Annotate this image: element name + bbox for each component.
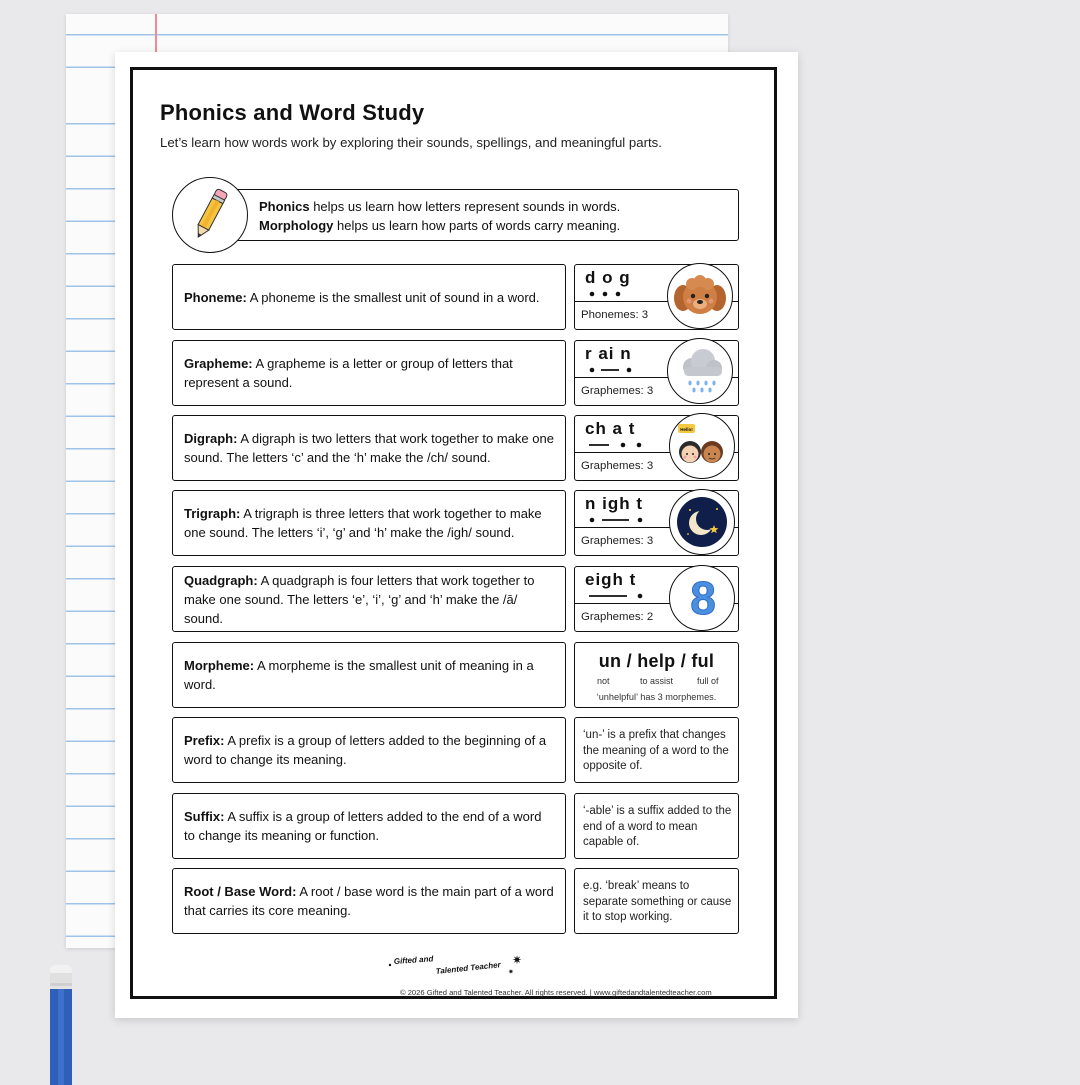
term-box-suffix: [172, 793, 566, 859]
number-eight-icon: [670, 566, 734, 630]
rain-cloud-icon: [668, 339, 732, 403]
chat-bubble-text: Hello!: [680, 427, 693, 432]
number-glyph: 8: [690, 572, 716, 624]
morpheme-meaning: not: [597, 676, 610, 686]
example-box-root-base-word: [574, 868, 739, 934]
example-count: Phonemes: 3: [581, 309, 649, 321]
example-box-prefix: [574, 717, 739, 783]
intro-phonics-term: Phonics: [259, 199, 310, 214]
paper-margin-line: [155, 14, 157, 54]
example-word: n igh t: [585, 494, 643, 513]
dog-face-icon-circle: [667, 263, 733, 329]
pencil-icon-circle: [172, 177, 248, 253]
term-label: Trigraph:: [184, 506, 241, 521]
example-text: ‘-able’ is a suffix added to the end of a word to mean capable of.: [583, 805, 732, 848]
term-definition: A quadgraph is four letters that work together to make one sound. The letters ‘e’, ‘i’, ‘g’ and ‘h’ make the /ā/ sound.: [184, 572, 535, 626]
chatting-kids-icon: [670, 414, 734, 478]
example-word: ch a t: [585, 419, 636, 438]
term-definition: A suffix is a group of letters added to the end of a word to change its meaning or function.: [184, 809, 542, 843]
sound-marks: [587, 516, 677, 524]
example-count: Graphemes: 2: [581, 611, 654, 623]
morpheme-parts: un / help / ful: [598, 651, 715, 671]
sound-marks: [587, 366, 677, 374]
term-box-digraph: [172, 415, 566, 481]
svg-text:✷: ✷: [512, 953, 523, 967]
morpheme-note: ‘unhelpful’ has 3 morphemes.: [596, 692, 717, 702]
term-box-quadgraph: [172, 566, 566, 632]
pencil-icon: [173, 178, 247, 252]
example-text: e.g. ‘break’ means to separate something or cause it to stop working.: [583, 880, 732, 923]
term-label: Root / Base Word:: [184, 884, 297, 899]
term-label: Digraph:: [184, 431, 238, 446]
term-definition: A phoneme is the smallest unit of sound in a word.: [246, 289, 540, 305]
term-definition: A prefix is a group of letters added to the beginning of a word to change its meaning.: [184, 733, 547, 767]
term-definition: A trigraph is three letters that work together to make one sound. The letters ‘i’, ‘g’ and ‘h’ make the /igh/ sound.: [184, 506, 542, 540]
footer-copyright: © 2026 Gifted and Talented Teacher. All rights reserved. | www.giftedandtalentedteacher.com: [400, 988, 712, 997]
brand-line-1: Gifted and: [393, 954, 434, 966]
intro-morphology-line: [259, 216, 738, 235]
chatting-kids-icon-circle: [669, 413, 735, 479]
sound-marks: [587, 441, 677, 449]
intro-phonics-text: helps us learn how letters represent sounds in words.: [309, 199, 621, 214]
example-box-suffix: [574, 793, 739, 859]
term-box-phoneme: [172, 264, 566, 330]
term-box-grapheme: [172, 340, 566, 406]
example-word: eigh t: [585, 570, 637, 589]
intro-phonics-line: [259, 197, 738, 216]
term-definition: A grapheme is a letter or group of letters that represent a sound.: [184, 356, 513, 390]
example-word: d o g: [585, 268, 631, 287]
morpheme-meaning: full of: [697, 676, 719, 686]
moon-night-icon-circle: [669, 489, 735, 555]
sound-dots: [587, 290, 677, 298]
term-definition: A morpheme is the smallest unit of meaning in a word.: [184, 658, 534, 692]
term-box-prefix: [172, 717, 566, 783]
term-box-trigraph: [172, 490, 566, 556]
morpheme-meaning: to assist: [640, 676, 674, 686]
pencil-icon: [49, 965, 73, 1085]
term-label: Morpheme:: [184, 658, 255, 673]
term-label: Prefix:: [184, 733, 225, 748]
page-title: Phonics and Word Study: [160, 100, 425, 125]
intro-morphology-term: Morphology: [259, 218, 334, 233]
term-definition: A root / base word is the main part of a word that carries its core meaning.: [184, 884, 554, 918]
example-word: r ai n: [585, 344, 632, 363]
intro-box: [200, 189, 739, 241]
svg-text:✷: ✷: [508, 968, 514, 976]
dog-face-icon: [668, 264, 732, 328]
term-label: Grapheme:: [184, 356, 253, 371]
rain-cloud-icon-circle: [667, 338, 733, 404]
page-subtitle: Let’s learn how words work by exploring their sounds, spellings, and meaningful parts.: [160, 135, 662, 150]
number-eight-icon-circle: [669, 565, 735, 631]
example-text: ‘un-’ is a prefix that changes the meaning of a word to the opposite of.: [583, 729, 729, 772]
term-label: Quadgraph:: [184, 572, 258, 588]
term-label: Suffix:: [184, 809, 225, 824]
example-box-morpheme: [574, 642, 739, 708]
example-count: Graphemes: 3: [581, 385, 654, 397]
brand-line-2: Talented Teacher: [435, 960, 502, 976]
term-label: Phoneme:: [184, 289, 247, 305]
example-count: Graphemes: 3: [581, 535, 654, 547]
intro-morphology-text: helps us learn how parts of words carry meaning.: [333, 218, 621, 233]
sound-marks: [587, 592, 677, 600]
term-box-root-base-word: [172, 868, 566, 934]
brand-logo: [384, 950, 530, 980]
term-box-morpheme: [172, 642, 566, 708]
moon-night-icon: [670, 490, 734, 554]
example-count: Graphemes: 3: [581, 460, 654, 472]
term-definition: A digraph is two letters that work together to make one sound. The letters ‘c’ and the ‘h’ make the /ch/ sound.: [184, 431, 554, 465]
